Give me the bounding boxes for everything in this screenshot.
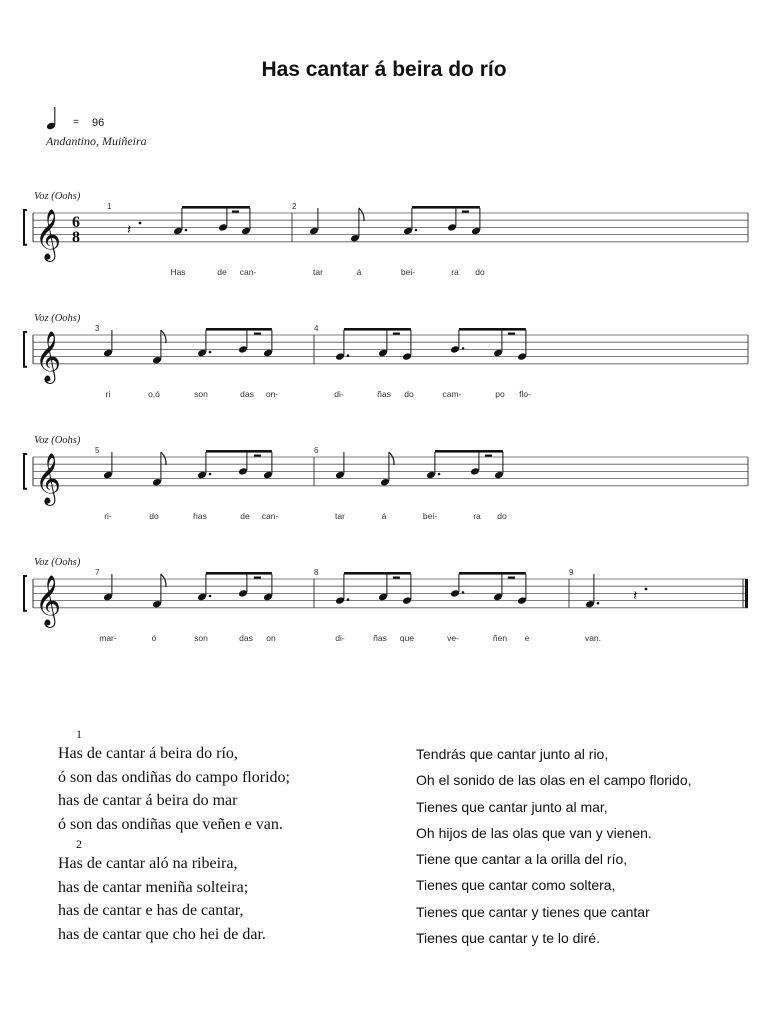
lyric-syllable: do xyxy=(404,388,414,399)
tempo-marking: Andantino, Muiñeira xyxy=(46,134,147,148)
lyric-syllable: do xyxy=(475,266,485,277)
note-flag xyxy=(161,330,166,343)
note-beam-partial xyxy=(232,211,239,213)
note-beam xyxy=(412,206,480,209)
note-flag xyxy=(161,452,166,465)
lyric-syllable: das xyxy=(240,388,254,399)
time-signature-top: 6 xyxy=(72,214,80,231)
rest-dot xyxy=(139,222,142,225)
lyric-syllable: tar xyxy=(335,510,345,521)
lyric-syllable: di- xyxy=(334,388,344,399)
lyric-syllable: do xyxy=(497,510,507,521)
lyric-syllable: can- xyxy=(239,266,257,277)
lyric-syllable: bei- xyxy=(422,510,438,521)
lyric-syllable: bei- xyxy=(400,266,416,277)
lyric-syllable: son xyxy=(194,388,208,399)
lyric-syllable: á xyxy=(356,266,362,277)
lyric-syllable: á xyxy=(381,510,387,521)
note-beam xyxy=(206,572,272,575)
lyric-syllable: que xyxy=(399,632,415,643)
measure-number: 2 xyxy=(292,202,297,211)
treble-clef-icon: 𝄞 xyxy=(35,208,62,260)
treble-clef-icon: 𝄞 xyxy=(35,330,62,382)
stanza-number: 1 xyxy=(76,727,82,741)
translation-line: Tienes que cantar y te lo diré. xyxy=(416,930,600,947)
measure-number: 5 xyxy=(95,446,100,455)
lyric-syllable: ri- xyxy=(104,510,112,521)
note-flag xyxy=(389,452,394,465)
translation-line: Tienes que cantar y tienes que cantar xyxy=(416,903,650,920)
note-dot xyxy=(209,351,212,354)
measure-number: 4 xyxy=(314,324,319,333)
measure-number: 7 xyxy=(95,568,100,577)
quarter-note-icon xyxy=(46,104,166,134)
lyric-syllable: flo- xyxy=(519,388,531,399)
lyric-syllable: di- xyxy=(335,632,345,643)
note-beam xyxy=(344,328,411,331)
verse-line: has de cantar que cho hei de dar. xyxy=(58,925,266,943)
lyric-syllable: Has xyxy=(170,266,186,277)
translation-line: Tendrás que cantar junto al rio, xyxy=(416,746,609,762)
note-beam-partial xyxy=(254,577,261,579)
note-dot xyxy=(597,602,600,605)
note-beam-partial xyxy=(485,455,492,457)
lyric-syllable: van. xyxy=(584,632,602,643)
staff-bracket xyxy=(24,454,27,489)
translation-line: Oh hijos de las olas que van y vienen. xyxy=(416,824,652,841)
translation-line: Tienes que cantar como soltera, xyxy=(416,877,616,894)
lyric-syllable: ñas xyxy=(373,632,387,643)
note-dot xyxy=(462,591,465,594)
verse-line: Has de cantar aló na ribeira, xyxy=(58,855,238,872)
note-beam xyxy=(206,450,272,453)
translation-line: Tiene que cantar a la orilla del río, xyxy=(416,851,628,868)
lyric-syllable: can- xyxy=(261,510,279,521)
note-dot xyxy=(185,229,188,232)
lyric-syllable: has xyxy=(193,510,207,521)
note-flag xyxy=(161,574,166,587)
instrument-name: Voz (Oohs) xyxy=(34,435,81,446)
rest-icon: 𝄽 xyxy=(633,588,638,604)
lyric-syllable: ra xyxy=(473,510,481,521)
song-title: Has cantar á beira do río xyxy=(261,58,507,81)
lyric-syllable: ñas xyxy=(377,388,391,399)
verse-line: ó son das ondiñas do campo florido; xyxy=(58,768,290,786)
note-beam xyxy=(459,572,526,575)
music-score xyxy=(0,180,768,670)
note-flag xyxy=(359,208,364,221)
note-beam-partial xyxy=(462,211,469,213)
staff-bracket xyxy=(24,210,27,245)
note-beam xyxy=(182,206,250,209)
verse-line: has de cantar e has de cantar, xyxy=(58,902,244,919)
lyric-syllable: de xyxy=(240,510,250,521)
verse-line: has de cantar á beira do mar xyxy=(58,792,238,809)
lyric-syllable: o,ó xyxy=(148,388,160,399)
note-beam-partial xyxy=(254,333,261,335)
note-beam-partial xyxy=(508,577,515,579)
note-beam xyxy=(435,450,503,453)
translation-line: Oh el sonido de las olas en el campo florido, xyxy=(416,772,692,789)
lyric-syllable: de xyxy=(217,266,227,277)
note-beam xyxy=(206,328,272,331)
rest-dot xyxy=(645,588,648,591)
note-beam xyxy=(459,328,526,331)
rest-icon: 𝄽 xyxy=(127,222,132,238)
note-dot xyxy=(347,598,350,601)
translation-line: Tienes que cantar junto al mar, xyxy=(416,798,608,815)
verse-line: has de cantar meniña solteira; xyxy=(58,878,249,896)
instrument-name: Voz (Oohs) xyxy=(34,191,81,202)
lyric-syllable: son xyxy=(194,632,208,643)
measure-number: 6 xyxy=(314,446,319,455)
measure-number: 1 xyxy=(107,202,112,211)
note-dot xyxy=(209,595,212,598)
time-signature-bottom: 8 xyxy=(72,229,80,246)
measure-number: 9 xyxy=(569,568,574,577)
lyric-syllable: on- xyxy=(265,388,279,399)
note-beam xyxy=(344,572,411,575)
tempo-equals: = xyxy=(73,117,79,128)
final-barline-thick xyxy=(745,579,748,608)
lyric-syllable: ñen xyxy=(492,632,508,643)
note-dot xyxy=(415,229,418,232)
lyric-syllable: po xyxy=(495,388,505,399)
spanish-verses xyxy=(416,741,761,951)
galician-verses xyxy=(58,726,388,946)
treble-clef-icon: 𝄞 xyxy=(35,452,62,504)
instrument-name: Voz (Oohs) xyxy=(34,313,81,324)
staff-bracket xyxy=(24,332,27,367)
lyric-syllable: ri xyxy=(105,388,111,399)
lyric-syllable: do xyxy=(149,510,159,521)
note-beam-partial xyxy=(393,333,400,335)
measure-number: 3 xyxy=(95,324,100,333)
lyric-syllable: tar xyxy=(313,266,323,277)
tempo-bpm: 96 xyxy=(92,117,105,129)
verse-line: Has de cantar á beira do río, xyxy=(58,745,238,762)
lyric-syllable: on xyxy=(266,632,276,643)
note-dot xyxy=(209,473,212,476)
note-dot xyxy=(462,347,465,350)
lyric-syllable: ra xyxy=(451,266,459,277)
staff-bracket xyxy=(24,576,27,611)
note-beam-partial xyxy=(254,455,261,457)
stanza-number: 2 xyxy=(76,837,82,851)
lyric-syllable: e xyxy=(524,632,530,643)
lyric-syllable: mar- xyxy=(99,632,117,643)
instrument-name: Voz (Oohs) xyxy=(34,557,81,568)
treble-clef-icon: 𝄞 xyxy=(35,574,62,626)
lyric-syllable: ve- xyxy=(447,632,459,643)
verse-line: ó son das ondiñas que veñen e van. xyxy=(58,815,283,833)
note-beam-partial xyxy=(508,333,515,335)
measure-number: 8 xyxy=(314,568,319,577)
note-dot xyxy=(347,354,350,357)
lyric-syllable: cam- xyxy=(442,388,462,399)
lyric-syllable: ó xyxy=(151,632,157,643)
note-dot xyxy=(438,473,441,476)
lyric-syllable: das xyxy=(239,632,253,643)
note-beam-partial xyxy=(393,577,400,579)
